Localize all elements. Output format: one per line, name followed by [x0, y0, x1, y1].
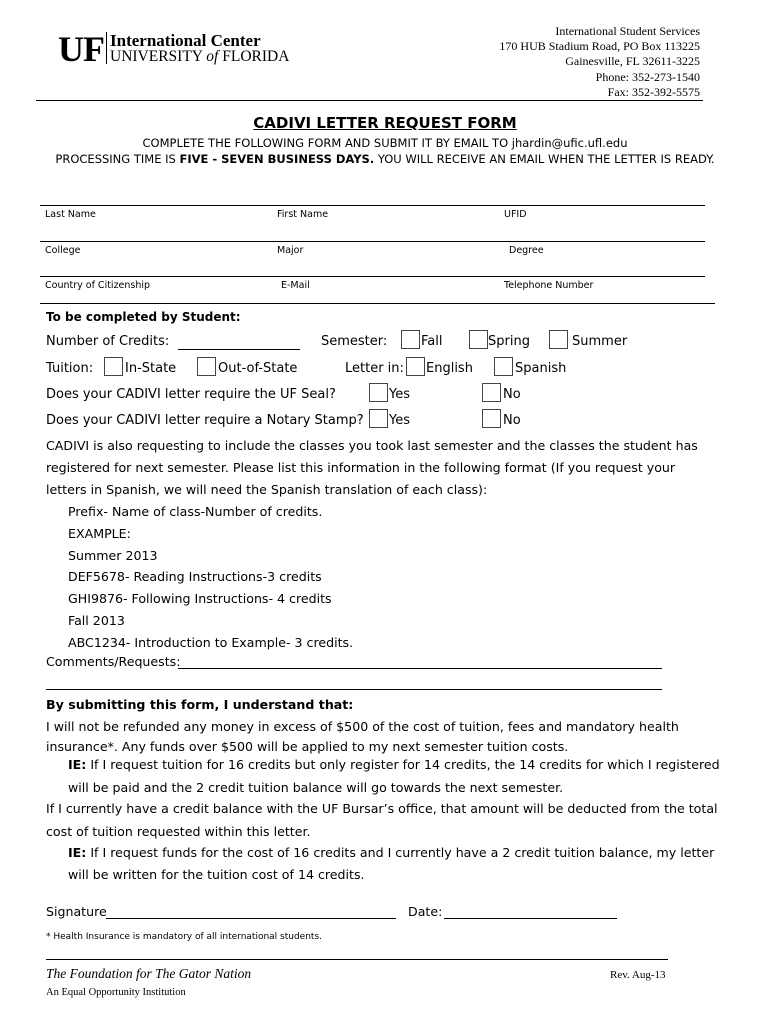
spring-checkbox[interactable]: [469, 330, 488, 349]
spanish-checkbox[interactable]: [494, 357, 513, 376]
credits-field[interactable]: [178, 332, 300, 350]
notary-yes-checkbox[interactable]: [369, 409, 388, 428]
out-of-state-label: Out-of-State: [218, 361, 298, 376]
degree-label: Degree: [509, 245, 544, 256]
out-of-state-checkbox[interactable]: [197, 357, 216, 376]
in-state-label: In-State: [125, 361, 177, 376]
date-label: Date:: [408, 904, 443, 919]
field-rule-bottom: [40, 303, 715, 304]
agreement-p2-line2: cost of tuition requested within this letter.: [46, 824, 311, 839]
summer-label: Summer: [572, 334, 628, 349]
signature-field[interactable]: [106, 902, 396, 919]
first-name-field[interactable]: [272, 222, 497, 240]
field-rule-top: [40, 205, 705, 206]
english-checkbox[interactable]: [406, 357, 425, 376]
logo-line2: UNIVERSITY of FLORIDA: [110, 48, 290, 65]
notary-question: Does your CADIVI letter require a Notary Stamp?: [46, 413, 364, 428]
footer-rule: [46, 959, 668, 960]
example-line: ABC1234- Introduction to Example- 3 credits.: [68, 634, 354, 650]
example-line: Summer 2013: [68, 547, 158, 563]
first-name-label: First Name: [277, 209, 329, 220]
degree-field[interactable]: [500, 258, 700, 275]
cadivi-paragraph: [46, 435, 698, 501]
uf-logo-mark: UF: [58, 29, 104, 69]
cadivi-line: CADIVI is also requesting to include the classes you took last semester and the classes the student has: [46, 438, 698, 453]
agreement-ie2-line2: will be written for the tuition cost of 14 credits.: [68, 867, 365, 882]
address-line: Phone: 352-273-1540: [595, 69, 700, 84]
footer-revision: Rev. Aug-13: [610, 969, 666, 981]
fall-checkbox[interactable]: [401, 330, 420, 349]
example-line: GHI9876- Following Instructions- 4 credits: [68, 591, 332, 607]
seal-question: Does your CADIVI letter require the UF Seal?: [46, 387, 336, 402]
footer-tagline: The Foundation for The Gator Nation: [46, 966, 252, 981]
agreement-p1-line2: insurance*. Any funds over $500 will be applied to my next semester tuition costs.: [46, 739, 569, 754]
country-field[interactable]: [40, 291, 265, 302]
letter-in-label: Letter in:: [345, 361, 404, 376]
college-field[interactable]: [40, 258, 265, 275]
address-line: 170 HUB Stadium Road, PO Box 113225: [499, 39, 700, 54]
country-label: Country of Citizenship: [45, 280, 151, 291]
example-block: [68, 501, 353, 654]
notary-no-label: No: [503, 413, 521, 428]
in-state-checkbox[interactable]: [104, 357, 123, 376]
fall-label: Fall: [421, 334, 443, 349]
last-name-label: Last Name: [45, 209, 96, 220]
major-label: Major: [277, 245, 304, 256]
student-section-heading: To be completed by Student:: [46, 310, 241, 324]
summer-checkbox[interactable]: [549, 330, 568, 349]
telephone-field[interactable]: [500, 291, 700, 302]
address-line: Fax: 352-392-5575: [607, 84, 700, 99]
english-label: English: [426, 361, 473, 376]
field-rule-3: [40, 276, 705, 277]
cadivi-line: registered for next semester. Please list this information in the following format (If you request your: [46, 460, 676, 475]
field-rule-2: [40, 241, 705, 242]
seal-yes-checkbox[interactable]: [369, 383, 388, 402]
seal-no-label: No: [503, 387, 521, 402]
signature-label: Signature: [46, 904, 107, 919]
header-rule: [36, 100, 703, 101]
example-line: EXAMPLE:: [68, 525, 131, 541]
example-line: Prefix- Name of class-Number of credits.: [68, 504, 323, 519]
agreement-ie2-line1: IE: If I request funds for the cost of 16 credits and I currently have a 2 credit tuition balance, my letter: [68, 845, 715, 860]
page-title: CADIVI LETTER REQUEST FORM: [253, 114, 517, 132]
notary-no-checkbox[interactable]: [482, 409, 501, 428]
last-name-field[interactable]: [40, 222, 265, 240]
semester-label: Semester:: [321, 334, 388, 349]
date-field[interactable]: [444, 902, 617, 919]
agreement-p2-line1: If I currently have a credit balance with the UF Bursar’s office, that amount will be deducted from the total: [46, 801, 718, 816]
instructions-line1: COMPLETE THE FOLLOWING FORM AND SUBMIT IT BY EMAIL TO jhardin@ufic.ufl.edu: [142, 136, 628, 150]
email-field[interactable]: [272, 291, 497, 302]
email-label: E-Mail: [281, 280, 310, 291]
logo-divider: [106, 32, 107, 64]
ufid-label: UFID: [504, 209, 527, 220]
notary-yes-label: Yes: [389, 413, 410, 428]
agreement-ie1-line2: will be paid and the 2 credit tuition balance will go towards the next semester.: [68, 780, 564, 795]
address-line: Gainesville, FL 32611-3225: [565, 54, 700, 69]
cadivi-line: letters in Spanish, we will need the Spanish translation of each class):: [46, 482, 488, 497]
seal-yes-label: Yes: [389, 387, 410, 402]
major-field[interactable]: [272, 258, 497, 275]
seal-no-checkbox[interactable]: [482, 383, 501, 402]
footer-eeo: An Equal Opportunity Institution: [46, 987, 186, 998]
address-block: [499, 24, 700, 100]
example-line: DEF5678- Reading Instructions-3 credits: [68, 569, 322, 585]
agreement-heading: By submitting this form, I understand that:: [46, 697, 354, 712]
comments-field[interactable]: [178, 652, 662, 669]
agreement-p1-line1: I will not be refunded any money in excess of $500 of the cost of tuition, fees and mandatory health: [46, 719, 679, 734]
tuition-label: Tuition:: [46, 361, 94, 376]
ufid-field[interactable]: [500, 222, 700, 240]
instructions-line2: PROCESSING TIME IS FIVE - SEVEN BUSINESS DAYS. YOU WILL RECEIVE AN EMAIL WHEN THE LETTER IS READY.: [55, 152, 715, 166]
address-line: International Student Services: [555, 24, 700, 38]
college-label: College: [45, 245, 81, 256]
comments-label: Comments/Requests:: [46, 654, 181, 669]
spring-label: Spring: [488, 334, 530, 349]
example-line: Fall 2013: [68, 612, 125, 628]
comments-field-line2[interactable]: [46, 673, 662, 690]
credits-label: Number of Credits:: [46, 334, 170, 349]
agreement-ie1-line1: IE: If I request tuition for 16 credits but only register for 14 credits, the 14 credits for which I registered: [68, 757, 720, 772]
spanish-label: Spanish: [515, 361, 567, 376]
footnote: * Health Insurance is mandatory of all international students.: [46, 932, 322, 942]
logo-line1: International Center: [110, 31, 261, 50]
telephone-label: Telephone Number: [504, 280, 594, 291]
